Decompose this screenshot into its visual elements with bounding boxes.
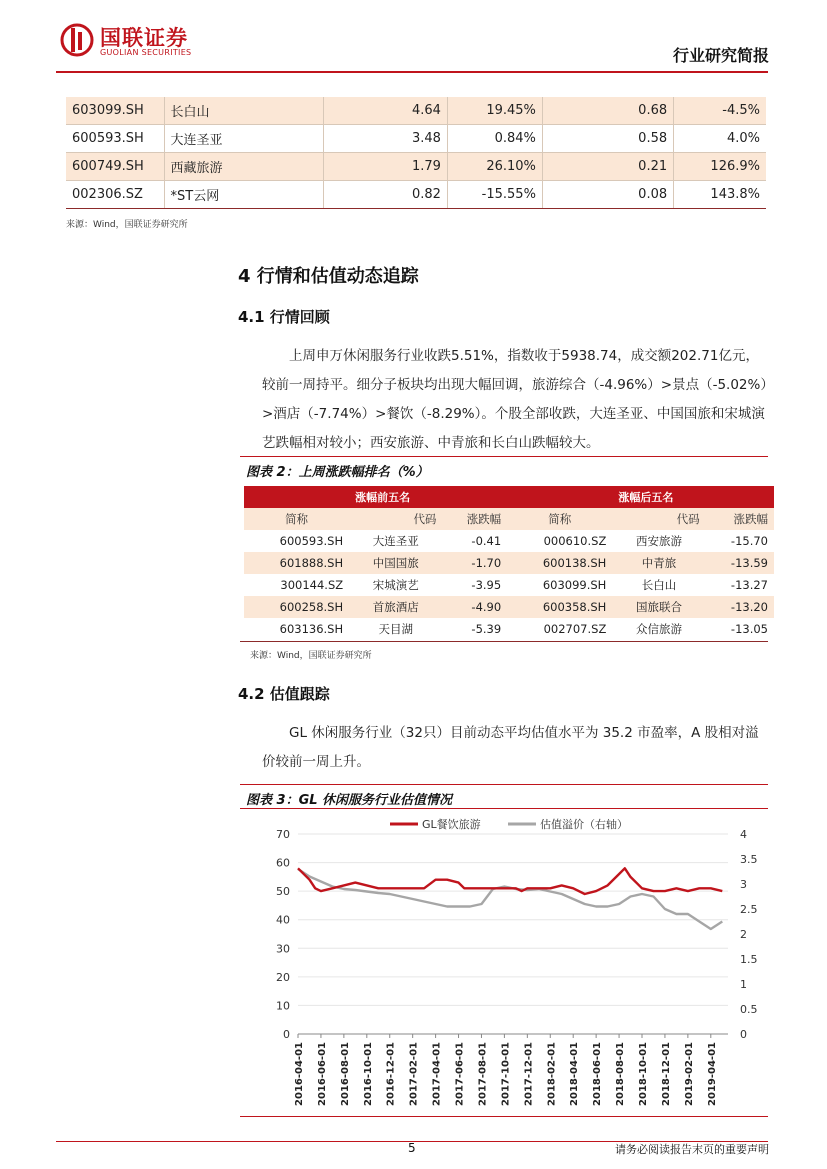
right-axis-tick-label: 1.5 — [740, 953, 758, 966]
bottom5-label: 涨幅后五名 — [612, 486, 705, 508]
stock-cell-code: 600593.SH — [66, 125, 164, 153]
ranking-cell: -13.05 — [730, 622, 768, 636]
ranking-cell: 002707.SZ — [543, 622, 607, 636]
stock-cell-v2: 26.10% — [447, 153, 542, 181]
ranking-cell: -13.20 — [706, 596, 774, 618]
subsection-title-market: 4.1 行情回顾 — [238, 308, 330, 326]
ranking-table — [244, 486, 774, 640]
stock-cell-v4: 126.9% — [674, 153, 766, 181]
stock-cell-v3: 0.21 — [542, 153, 673, 181]
x-axis-tick-label: 2017-02-01 — [408, 1042, 420, 1106]
stock-cell-name: *ST云网 — [164, 181, 323, 209]
left-axis-tick-label: 0 — [283, 1028, 290, 1041]
stock-cell-v4: -4.5% — [674, 97, 766, 125]
logo-text-en: GUOLIAN SECURITIES — [100, 48, 192, 57]
footer-disclaimer: 请务必阅读报告末页的重要声明 — [615, 1143, 769, 1156]
right-axis-tick-label: 0 — [740, 1028, 747, 1041]
ranking-cell: -4.90 — [442, 596, 507, 618]
x-axis-tick-label: 2018-10-01 — [638, 1042, 649, 1106]
ranking-header-row — [244, 508, 774, 530]
ranking-col-header: 涨跌幅 — [706, 508, 774, 530]
x-axis-tick-label: 2018-04-01 — [569, 1042, 581, 1106]
ranking-cell: 首旅酒店 — [349, 596, 442, 618]
stock-cell-v2: 0.84% — [447, 125, 542, 153]
left-axis-tick-label: 10 — [276, 999, 290, 1013]
stock-cell-code: 600749.SH — [66, 153, 164, 181]
left-axis-tick-label: 50 — [276, 885, 290, 899]
page-number: 5 — [408, 1141, 416, 1155]
stock-cell-v1: 1.79 — [323, 153, 447, 181]
stock-valuation-table — [66, 97, 766, 209]
left-axis-tick-label: 30 — [276, 942, 290, 956]
x-axis-tick-label: 2016-04-01 — [294, 1042, 305, 1106]
right-axis-tick-label: 2.5 — [740, 903, 758, 916]
ranking-cell: 众信旅游 — [635, 622, 682, 636]
stock-cell-v2: -15.55% — [447, 181, 542, 209]
right-axis-tick-label: 3.5 — [740, 853, 758, 866]
left-axis-tick-label: 60 — [276, 856, 290, 870]
ranking-cell: -1.70 — [442, 552, 507, 574]
stock-row — [66, 97, 766, 125]
stock-row — [66, 153, 766, 181]
ranking-cell: -13.59 — [706, 552, 774, 574]
figure3-title-bar — [240, 784, 768, 809]
x-axis-tick-label: 2018-06-01 — [592, 1042, 604, 1106]
ranking-cell: 300144.SZ — [280, 578, 344, 592]
stock-cell-v3: 0.58 — [542, 125, 673, 153]
legend-label: GL餐饮旅游 — [422, 818, 481, 831]
header-divider — [56, 71, 768, 73]
ranking-row — [244, 552, 774, 574]
figure3-title: 图表 3：GL 休闲服务行业估值情况 — [246, 793, 453, 808]
stock-cell-v2: 19.45% — [447, 97, 542, 125]
x-axis-tick-label: 2017-06-01 — [454, 1042, 466, 1106]
x-axis-tick-label: 2016-10-01 — [362, 1042, 374, 1106]
ranking-row — [244, 574, 774, 596]
x-axis-tick-label: 2017-10-01 — [500, 1042, 512, 1106]
stock-cell-name: 大连圣亚 — [164, 125, 323, 153]
stock-cell-v3: 0.08 — [542, 181, 673, 209]
ranking-col-header: 简称 — [507, 508, 612, 530]
left-axis-tick-label: 20 — [276, 970, 290, 984]
right-axis-tick-label: 2 — [740, 928, 747, 941]
left-axis-tick-label: 70 — [276, 828, 290, 841]
ranking-cell: -5.39 — [471, 622, 502, 636]
stock-cell-v3: 0.68 — [542, 97, 673, 125]
ranking-cell: -0.41 — [471, 534, 502, 548]
x-axis-tick-label: 2019-02-01 — [683, 1042, 695, 1106]
stock-cell-v1: 0.82 — [323, 181, 447, 209]
left-axis-tick-label: 40 — [276, 913, 290, 927]
valuation-chart — [240, 812, 768, 1117]
section-title: 4 行情和估值动态追踪 — [238, 266, 419, 287]
ranking-cell: 长白山 — [641, 578, 677, 592]
ranking-cell: 大连圣亚 — [372, 534, 419, 548]
ranking-cell: 601888.SH — [244, 552, 349, 574]
stock-row — [66, 125, 766, 153]
stock-cell-v4: 4.0% — [674, 125, 766, 153]
ranking-row — [244, 530, 774, 552]
logo-text-cn: 国联证券 — [100, 26, 188, 50]
ranking-cell: -13.27 — [730, 578, 768, 592]
ranking-cell: -15.70 — [730, 534, 768, 548]
top5-label: 涨幅前五名 — [349, 486, 442, 508]
x-axis-tick-label: 2019-04-01 — [706, 1042, 718, 1106]
ranking-cell: 603099.SH — [542, 578, 607, 592]
figure3-title-rule — [240, 808, 768, 809]
ranking-cell: 603136.SH — [279, 622, 344, 636]
figure2-title: 图表 2：上周涨跌幅排名（%） — [246, 465, 429, 480]
ranking-cell: 600358.SH — [507, 596, 612, 618]
x-axis-tick-label: 2016-12-01 — [385, 1042, 397, 1106]
ranking-cell: 000610.SZ — [543, 534, 607, 548]
stock-cell-name: 西藏旅游 — [164, 153, 323, 181]
figure2-source: 来源：Wind，国联证券研究所 — [250, 651, 372, 661]
ranking-cell: 国旅联合 — [612, 596, 705, 618]
stock-cell-v1: 3.48 — [323, 125, 447, 153]
x-axis-tick-label: 2017-12-01 — [523, 1042, 535, 1106]
ranking-bottom-rule — [240, 641, 768, 642]
market-review-paragraph: 上周申万休闲服务行业收跌5.51%，指数收于5938.74，成交额202.71亿元，较前一周持平。细分子板块均出现大幅回调，旅游综合（-4.96%）>景点（-5.02%）>酒店（-7.74%）>餐饮（-8.29%）。个股全部收跌，大连圣亚、中国国旅和宋城演艺跌幅相对较小；西安旅游、中青旅和长白山跌幅较大。 — [262, 348, 768, 451]
ranking-cell: 中青旅 — [612, 552, 705, 574]
ranking-col-header: 代码 — [612, 508, 705, 530]
stock-cell-code: 603099.SH — [66, 97, 164, 125]
legend-label: 估值溢价（右轴） — [540, 818, 628, 831]
ranking-col-header: 简称 — [244, 508, 349, 530]
x-axis-tick-label: 2018-08-01 — [615, 1042, 627, 1106]
ranking-cell: 中国国旅 — [349, 552, 442, 574]
ranking-row — [244, 618, 774, 640]
ranking-cell: 600593.SH — [279, 534, 344, 548]
ranking-col-header: 涨跌幅 — [442, 508, 507, 530]
x-axis-tick-label: 2016-06-01 — [316, 1042, 328, 1106]
stock-cell-v1: 4.64 — [323, 97, 447, 125]
x-axis-tick-label: 2016-08-01 — [339, 1042, 351, 1106]
x-axis-tick-label: 2018-02-01 — [546, 1042, 558, 1106]
ranking-cell: 宋城演艺 — [372, 578, 419, 592]
x-axis-tick-label: 2017-04-01 — [431, 1042, 443, 1106]
ranking-cell: 600138.SH — [507, 552, 612, 574]
ranking-banner-row — [244, 486, 774, 508]
ranking-cell: 天目湖 — [378, 622, 414, 636]
logo-icon — [60, 22, 94, 58]
x-axis-tick-label: 2018-12-01 — [660, 1042, 672, 1106]
right-axis-tick-label: 0.5 — [740, 1003, 758, 1016]
subsection-title-valuation: 4.2 估值跟踪 — [238, 685, 330, 703]
valuation-paragraph: GL 休闲服务行业（32只）目前动态平均估值水平为 35.2 市盈率，A 股相对溢价较前一周上升。 — [262, 725, 759, 770]
figure3-bottom-rule — [240, 1116, 768, 1117]
ranking-col-header: 代码 — [349, 508, 442, 530]
x-axis-tick-label: 2017-08-01 — [477, 1042, 489, 1106]
right-axis-tick-label: 3 — [740, 878, 747, 891]
stock-row — [66, 181, 766, 209]
stock-cell-name: 长白山 — [164, 97, 323, 125]
ranking-row — [244, 596, 774, 618]
right-axis-tick-label: 4 — [740, 828, 747, 841]
right-axis-tick-label: 1 — [740, 978, 747, 991]
ranking-cell: 600258.SH — [244, 596, 349, 618]
ranking-cell: 西安旅游 — [635, 534, 682, 548]
table-source: 来源：Wind，国联证券研究所 — [66, 220, 188, 230]
stock-cell-code: 002306.SZ — [66, 181, 164, 209]
ranking-cell: -3.95 — [471, 578, 502, 592]
stock-cell-v4: 143.8% — [674, 181, 766, 209]
figure2-title-bar — [240, 456, 768, 481]
document-type: 行业研究简报 — [672, 46, 769, 65]
